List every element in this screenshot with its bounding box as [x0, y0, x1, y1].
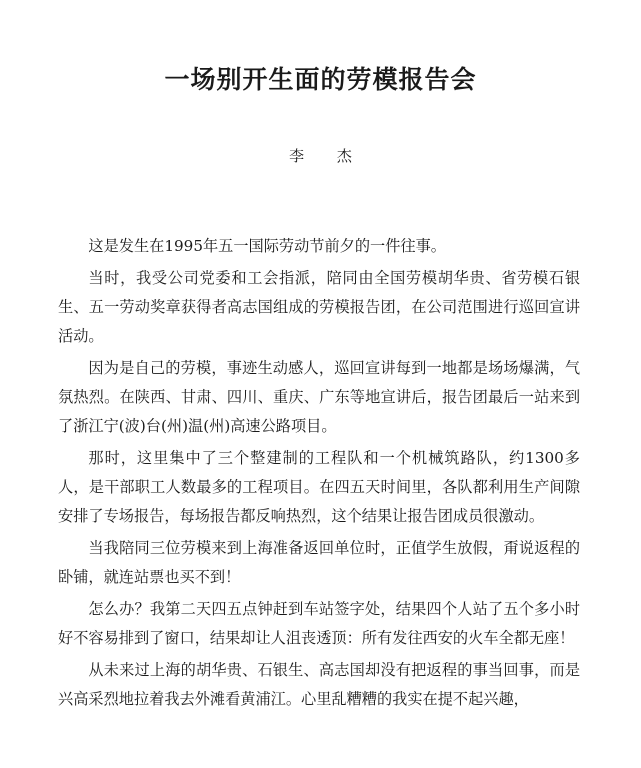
paragraph-6: 怎么办？我第二天四五点钟赶到车站签字处，结果四个人站了五个多小时好不容易排到了窗口，结果却让人沮丧透顶：所有发往西安的火车全都无座！: [58, 600, 580, 647]
paragraph-2: 当时，我受公司党委和工会指派，陪同由全国劳模胡华贵、省劳模石银生、五一劳动奖章获得者高志国组成的劳模报告团，在公司范围进行巡回宣讲活动。: [58, 269, 580, 345]
paragraph-4: 那时，这里集中了三个整建制的工程队和一个机械筑路队，约1300多人，是干部职工人数最多的工程项目。在四五天时间里，各队都利用生产间隙安排了专场报告，每场报告都反响热烈，这个结果让报告团成员很激动。: [58, 449, 580, 525]
article-title: 一场别开生面的劳模报告会: [164, 65, 477, 94]
article-body: [58, 232, 580, 717]
article-author: 李 杰: [289, 147, 366, 165]
paragraph-5: 当我陪同三位劳模来到上海准备返回单位时，正值学生放假，甭说返程的卧铺，就连站票也买不到！: [58, 539, 580, 586]
paragraph-3: 因为是自己的劳模，事迹生动感人，巡回宣讲每到一地都是场场爆满，气氛热烈。在陕西、甘肃、四川、重庆、广东等地宣讲后，报告团最后一站来到了浙江宁(波)台(州)温(州)高速公路项目。: [58, 359, 580, 435]
paragraph-7: 从未来过上海的胡华贵、石银生、高志国却没有把返程的事当回事，而是兴高采烈地拉着我去外滩看黄浦江。心里乱糟糟的我实在提不起兴趣，: [58, 661, 580, 708]
paragraph-1: 这是发生在1995年五一国际劳动节前夕的一件往事。: [88, 237, 446, 255]
